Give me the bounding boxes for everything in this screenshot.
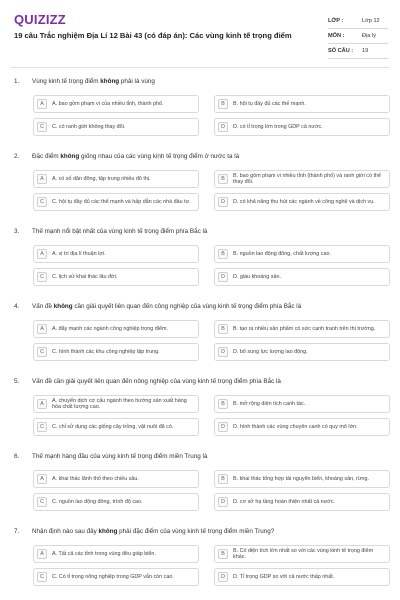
question-stem: [32, 453, 386, 461]
question-stem-start: Vùng kinh tế trọng điểm: [32, 78, 101, 85]
meta-row-count: [328, 44, 388, 59]
option-text: C. nguồn lao động đông, trình độ cao.: [52, 498, 143, 505]
question-number: 7.: [14, 528, 20, 535]
question-text: [14, 228, 386, 236]
option-text: A. đẩy mạnh các ngành công nghiệp trọng điểm.: [52, 325, 168, 332]
question-stem-start: Nhận định nào sau đây: [32, 528, 99, 535]
answer-option-d[interactable]: [214, 118, 390, 136]
question-2: [0, 153, 400, 228]
meta-value: Lớp 12: [362, 18, 380, 24]
question-number: 3.: [14, 228, 20, 235]
answer-option-b[interactable]: [214, 395, 390, 413]
option-letter-badge: A: [37, 174, 47, 184]
option-text: B. khai thác tổng hợp tài nguyên biển, khoáng sản, rừng.: [233, 475, 370, 482]
question-stem: [32, 228, 386, 236]
question-number: 4.: [14, 303, 20, 310]
option-text: B. tạo ra nhiều sản phẩm có sức cạnh tranh trên thị trường.: [233, 325, 376, 332]
question-3: [0, 228, 400, 303]
option-letter-badge: B: [218, 474, 228, 484]
option-text: C. lịch sử khai thác lâu đời.: [52, 273, 118, 280]
question-text: [14, 528, 386, 536]
option-text: D. cơ sở hạ tầng hoàn thiện nhất cả nước.: [233, 498, 336, 505]
question-stem-end: giống nhau của các vùng kinh tế trọng điểm ở nước ta là: [79, 153, 240, 160]
worksheet-title: 19 câu Trắc nghiệm Địa Lí 12 Bài 43 (có đáp án): Các vùng kinh tế trọng điểm: [14, 31, 292, 40]
question-stem-emphasis: không: [98, 528, 118, 535]
answer-option-a[interactable]: [33, 320, 199, 338]
question-number: 1.: [14, 78, 20, 85]
option-text: A. bao gồm phạm vi của nhiều tỉnh, thành phố.: [52, 100, 164, 107]
option-text: A. vị trí địa lí thuận lợi.: [52, 250, 106, 257]
question-text: [14, 303, 386, 311]
question-stem: [32, 378, 386, 386]
answer-option-c[interactable]: [33, 193, 199, 211]
question-stem: [32, 303, 386, 311]
option-letter-badge: C: [37, 197, 47, 207]
question-stem-start: Vấn đề cần giải quyết liên quan đến nông nghiệp của vùng kinh tế trọng điểm phía Bắc là: [32, 378, 281, 385]
option-text: A. có số dân đông, tập trung nhiều đô thị.: [52, 175, 151, 182]
question-stem: [32, 528, 386, 536]
question-text: [14, 78, 386, 86]
option-letter-badge: B: [218, 324, 228, 334]
option-letter-badge: D: [218, 572, 228, 582]
option-letter-badge: B: [218, 549, 228, 559]
meta-value: 19: [362, 48, 369, 54]
answer-option-d[interactable]: [214, 193, 390, 211]
meta-value: Địa lý: [362, 33, 376, 39]
answer-option-b[interactable]: [214, 545, 390, 563]
question-6: [0, 453, 400, 528]
option-text: D. có khả năng thu hút các ngành về công nghệ và dịch vụ.: [233, 198, 375, 205]
answer-option-a[interactable]: [33, 545, 199, 563]
answer-option-c[interactable]: [33, 493, 199, 511]
answer-option-b[interactable]: [214, 245, 390, 263]
option-letter-badge: B: [218, 399, 228, 409]
answer-option-c[interactable]: [33, 118, 199, 136]
question-stem-emphasis: không: [53, 303, 73, 310]
option-letter-badge: A: [37, 474, 47, 484]
option-letter-badge: C: [37, 497, 47, 507]
question-stem: [32, 78, 386, 86]
option-text: D. bổ sung lực lượng lao động.: [233, 348, 308, 355]
option-letter-badge: C: [37, 572, 47, 582]
option-letter-badge: D: [218, 347, 228, 357]
question-number: 5.: [14, 378, 20, 385]
answer-option-d[interactable]: [214, 268, 390, 286]
question-stem-start: Thế mạnh nổi bật nhất của vùng kinh tế trọng điểm phía Bắc là: [32, 228, 208, 235]
question-text: [14, 378, 386, 386]
answer-option-c[interactable]: [33, 418, 199, 436]
option-text: C. có ranh giới không thay đổi.: [52, 123, 126, 130]
option-letter-badge: A: [37, 549, 47, 559]
option-text: C. hội tụ đầy đủ các thế mạnh và hấp dẫn các nhà đầu tư.: [52, 198, 191, 205]
option-text: B. hội tụ đầy đủ các thế mạnh.: [233, 100, 306, 107]
answer-option-c[interactable]: [33, 568, 199, 586]
option-letter-badge: A: [37, 399, 47, 409]
question-1: [0, 78, 400, 153]
answer-option-a[interactable]: [33, 395, 199, 413]
option-text: A. Tất cả các tỉnh trong vùng đều giáp biển.: [52, 550, 156, 557]
option-text: B. mở rộng diện tích canh tác.: [233, 400, 306, 407]
answer-option-d[interactable]: [214, 568, 390, 586]
option-text: D. Tỉ trọng GDP so với cả nước thấp nhất.: [233, 573, 335, 580]
header-divider: [10, 67, 390, 68]
option-letter-badge: A: [37, 99, 47, 109]
option-letter-badge: C: [37, 347, 47, 357]
question-number: 6.: [14, 453, 20, 460]
meta-label: LỚP :: [328, 18, 344, 24]
answer-option-b[interactable]: [214, 170, 390, 188]
question-7: [0, 528, 400, 600]
option-letter-badge: B: [218, 99, 228, 109]
option-letter-badge: C: [37, 122, 47, 132]
question-stem-start: Vấn đề: [32, 303, 54, 310]
answer-option-d[interactable]: [214, 343, 390, 361]
option-letter-badge: B: [218, 174, 228, 184]
question-stem-end: phải đặc điểm của vùng kinh tế trọng điểm miền Trung?: [117, 528, 275, 535]
option-text: B. bao gồm phạm vi nhiều tỉnh (thành phố) và ranh giới có thể thay đổi.: [233, 172, 381, 185]
option-text: A. chuyển dịch cơ cấu ngành theo hướng sản xuất hàng hóa chất lượng cao.: [52, 397, 187, 410]
answer-option-d[interactable]: [214, 493, 390, 511]
question-stem: [32, 153, 386, 161]
option-letter-badge: D: [218, 422, 228, 432]
quizizz-logo: QUIZIZZ: [14, 12, 66, 27]
question-stem-start: Thế mạnh hàng đầu của vùng kinh tế trọng điểm miền Trung là: [32, 453, 208, 460]
question-stem-end: cần giải quyết liên quan đến công nghiệp của vùng kinh tế trọng điểm phía Bắc là: [72, 303, 302, 310]
answer-option-a[interactable]: [33, 170, 199, 188]
question-stem-start: Đặc điểm: [32, 153, 61, 160]
option-text: A. khai thác lãnh thổ theo chiều sâu.: [52, 475, 139, 482]
question-5: [0, 378, 400, 453]
option-text: B. nguồn lao động đông, chất lượng cao.: [233, 250, 331, 257]
answer-option-b[interactable]: [214, 95, 390, 113]
question-stem-emphasis: không: [60, 153, 80, 160]
meta-panel: [328, 14, 388, 59]
question-4: [0, 303, 400, 378]
option-text: B. Có diện tích lớn nhất so với các vùng kinh tế trọng điểm khác.: [233, 547, 374, 560]
option-letter-badge: D: [218, 497, 228, 507]
option-text: D. có tỉ trọng lớn trong GDP cả nước.: [233, 123, 323, 130]
option-letter-badge: B: [218, 249, 228, 259]
question-text: [14, 153, 386, 161]
answer-option-a[interactable]: [33, 245, 199, 263]
option-text: C. chỉ sử dụng các giống cây trồng, vật nuôi đã có.: [52, 423, 174, 430]
answer-option-c[interactable]: [33, 343, 199, 361]
meta-label: MÔN :: [328, 33, 345, 39]
answer-option-d[interactable]: [214, 418, 390, 436]
option-letter-badge: D: [218, 197, 228, 207]
option-text: C. hình thành các khu công nghiệp tập trung.: [52, 348, 160, 355]
option-text: D. giàu khoáng sản.: [233, 273, 281, 280]
option-letter-badge: C: [37, 272, 47, 282]
question-number: 2.: [14, 153, 20, 160]
answer-option-a[interactable]: [33, 470, 199, 488]
answer-option-c[interactable]: [33, 268, 199, 286]
question-stem-end: phải là vùng: [119, 78, 155, 85]
meta-row-subject: [328, 29, 388, 44]
option-text: D. hình thành các vùng chuyên canh có quy mô lớn.: [233, 423, 358, 430]
worksheet-header: [0, 0, 400, 64]
meta-label: SỐ CÂU :: [328, 48, 354, 54]
option-text: C. Có tỉ trọng nông nghiệp trong GDP vẫn còn cao.: [52, 573, 174, 580]
answer-option-b[interactable]: [214, 320, 390, 338]
answer-option-a[interactable]: [33, 95, 199, 113]
answer-option-b[interactable]: [214, 470, 390, 488]
option-letter-badge: A: [37, 249, 47, 259]
option-letter-badge: D: [218, 122, 228, 132]
option-letter-badge: D: [218, 272, 228, 282]
question-stem-emphasis: không: [100, 78, 120, 85]
meta-row-class: [328, 14, 388, 29]
question-text: [14, 453, 386, 461]
option-letter-badge: A: [37, 324, 47, 334]
option-letter-badge: C: [37, 422, 47, 432]
